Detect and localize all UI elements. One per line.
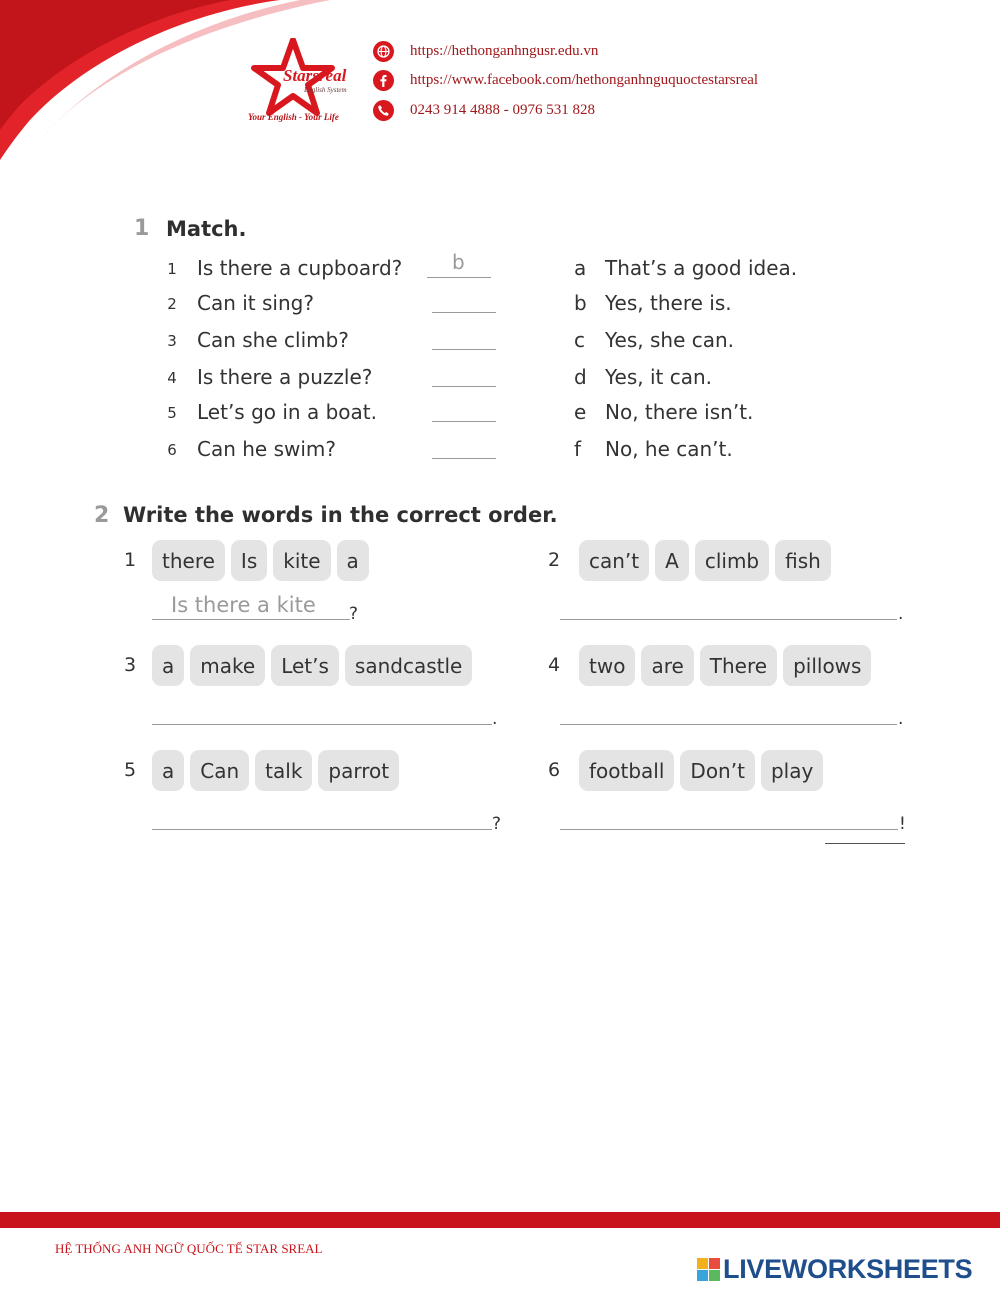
liveworksheets-icon (697, 1258, 720, 1281)
liveworksheets-brand: LIVEWORKSHEETS (723, 1254, 973, 1284)
contact-facebook[interactable] (373, 69, 758, 91)
word-chip[interactable]: football (579, 750, 674, 791)
option-letter: f (574, 437, 582, 461)
option-text: Yes, she can. (605, 328, 735, 352)
word-chip-group (579, 540, 831, 581)
exercise-1-title: Match. (166, 217, 247, 241)
answer-blank[interactable] (427, 277, 491, 278)
question-text: Is there a puzzle? (197, 365, 373, 389)
question-number: 1 (167, 260, 177, 278)
word-chip-group (579, 645, 871, 686)
logo-tagline: Your English - Your Life (248, 112, 339, 122)
liveworksheets-logo[interactable] (697, 1254, 972, 1285)
word-chip[interactable]: pillows (783, 645, 871, 686)
word-chip[interactable]: play (761, 750, 823, 791)
word-chip[interactable]: a (337, 540, 369, 581)
sentence-answer-line[interactable] (560, 619, 897, 620)
option-text: That’s a good idea. (605, 256, 798, 280)
order-item-number: 1 (124, 549, 137, 571)
sentence-answer-line[interactable] (560, 829, 898, 830)
word-chip[interactable]: talk (255, 750, 312, 791)
option-text: No, there isn’t. (605, 400, 754, 424)
contact-phone[interactable] (373, 99, 595, 121)
question-number: 5 (167, 404, 177, 422)
sentence-punctuation: . (898, 709, 904, 729)
word-chip[interactable]: parrot (318, 750, 399, 791)
word-chip[interactable]: sandcastle (345, 645, 472, 686)
word-chip[interactable]: fish (775, 540, 831, 581)
order-item-number: 4 (548, 654, 561, 676)
option-text: Yes, it can. (605, 365, 713, 389)
question-text: Is there a cupboard? (197, 256, 403, 280)
option-letter: e (574, 400, 587, 424)
sentence-punctuation: . (492, 709, 498, 729)
answer-blank[interactable] (432, 386, 496, 387)
exercise-1-number: 1 (134, 216, 150, 241)
exercise-2-title: Write the words in the correct order. (123, 503, 558, 527)
option-letter: c (574, 328, 585, 352)
facebook-icon (373, 70, 394, 91)
order-item-number: 5 (124, 759, 137, 781)
starsreal-logo (246, 38, 358, 124)
sentence-answer-line[interactable] (152, 724, 492, 725)
word-chip[interactable]: two (579, 645, 635, 686)
question-text: Can he swim? (197, 437, 337, 461)
word-chip[interactable]: make (190, 645, 265, 686)
extra-answer-line[interactable] (825, 843, 905, 844)
answer-blank[interactable] (432, 312, 496, 313)
contact-website[interactable] (373, 40, 598, 62)
sentence-punctuation: ! (899, 814, 906, 834)
question-text: Can she climb? (197, 328, 349, 352)
word-chip[interactable]: Let’s (271, 645, 339, 686)
word-chip-group (152, 750, 399, 791)
answer-blank[interactable] (432, 349, 496, 350)
logo-name: Starsreal (283, 66, 347, 85)
word-chip-group (579, 750, 823, 791)
option-text: Yes, there is. (605, 291, 732, 315)
question-text: Can it sing? (197, 291, 314, 315)
word-chip[interactable]: kite (273, 540, 330, 581)
globe-icon (373, 41, 394, 62)
answer-blank[interactable] (432, 458, 496, 459)
word-chip[interactable]: There (700, 645, 777, 686)
sentence-answer-text[interactable]: Is there a kite (171, 593, 316, 617)
question-number: 6 (167, 441, 177, 459)
logo-subtitle: English System (304, 86, 347, 94)
facebook-link[interactable]: https://www.facebook.com/hethonganhnguquoctestarsreal (410, 71, 759, 88)
sentence-answer-line[interactable] (152, 829, 492, 830)
word-chip[interactable]: climb (695, 540, 769, 581)
order-item-number: 2 (548, 549, 561, 571)
word-chip[interactable]: Don’t (680, 750, 755, 791)
word-chip[interactable]: A (655, 540, 689, 581)
website-link[interactable]: https://hethonganhngusr.edu.vn (410, 42, 599, 59)
option-letter: b (574, 291, 587, 315)
phone-icon (373, 100, 394, 121)
word-chip[interactable]: a (152, 645, 184, 686)
word-chip[interactable]: Can (190, 750, 249, 791)
word-chip[interactable]: a (152, 750, 184, 791)
word-chip[interactable]: are (641, 645, 693, 686)
word-chip[interactable]: Is (231, 540, 267, 581)
question-text: Let’s go in a boat. (197, 400, 377, 424)
exercise-2-number: 2 (94, 503, 110, 528)
sentence-answer-line[interactable] (560, 724, 897, 725)
phone-number: 0243 914 4888 - 0976 531 828 (410, 101, 595, 118)
sentence-punctuation: ? (349, 604, 359, 624)
order-item-number: 6 (548, 759, 561, 781)
answer-blank[interactable] (432, 421, 496, 422)
word-chip[interactable]: there (152, 540, 225, 581)
question-number: 3 (167, 332, 177, 350)
answer-text[interactable]: b (452, 250, 465, 274)
option-letter: d (574, 365, 587, 389)
word-chip-group (152, 645, 472, 686)
order-item-number: 3 (124, 654, 137, 676)
question-number: 2 (167, 295, 177, 313)
question-number: 4 (167, 369, 177, 387)
word-chip-group (152, 540, 369, 581)
footer-org: HỆ THỐNG ANH NGỮ QUỐC TẾ STAR SREAL (55, 1241, 323, 1256)
footer-bar (0, 1212, 1000, 1228)
option-text: No, he can’t. (605, 437, 733, 461)
option-letter: a (574, 256, 587, 280)
word-chip[interactable]: can’t (579, 540, 649, 581)
sentence-punctuation: ? (492, 814, 502, 834)
sentence-answer-line[interactable] (152, 619, 350, 620)
sentence-punctuation: . (898, 604, 904, 624)
